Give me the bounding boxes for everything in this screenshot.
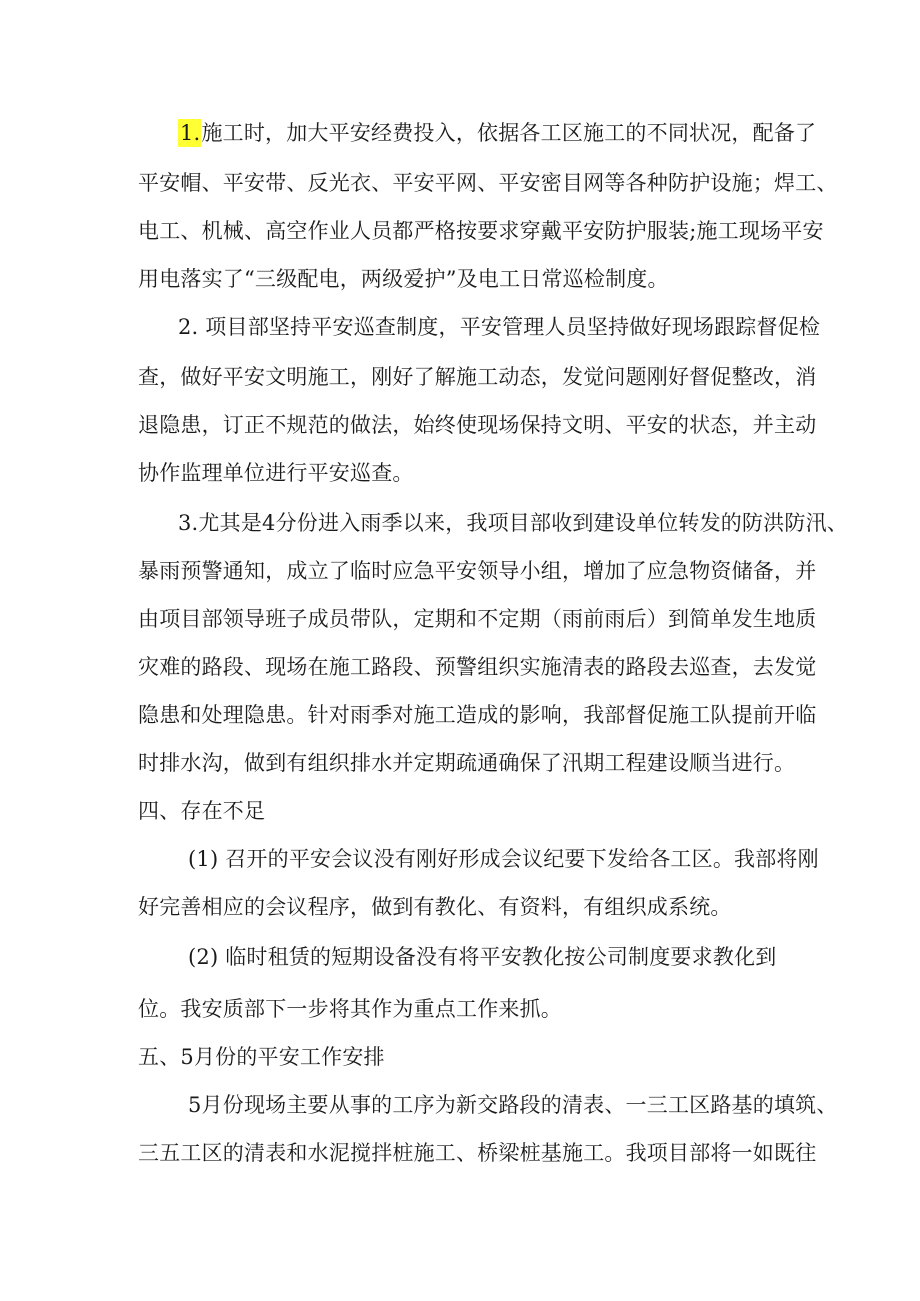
highlighted-number: 1. <box>180 121 201 145</box>
paragraph-1-line-1: 1.施工时，加大平安经费投入，依据各工区施工的不同状况，配备了 <box>180 121 817 145</box>
paragraph-5-line-2: 位。我安质部下一步将其作为重点工作来抓。 <box>138 997 562 1021</box>
paragraph-4-line-2: 好完善相应的会议程序，做到有教化、有资料，有组织成系统。 <box>138 895 732 919</box>
paragraph-3-line-1: 3.尤其是4分份进入雨季以来，我项目部收到建设单位转发的防洪防汛、 <box>178 511 848 535</box>
paragraph-3-line-6: 时排水沟，做到有组织排水并定期疏通确保了汛期工程建设顺当进行。 <box>138 751 796 775</box>
paragraph-3-line-4: 灾难的路段、现场在施工路段、预警组织实施清表的路段去巡查，去发觉 <box>138 655 817 679</box>
paragraph-1-line-3: 电工、机械、高空作业人员都严格按要求穿戴平安防护服装;施工现场平安 <box>138 219 824 243</box>
paragraph-1-line-2: 平安帽、平安带、反光衣、平安平网、平安密目网等各种防护设施；焊工、 <box>138 171 838 195</box>
paragraph-3-line-5: 隐患和处理隐患。针对雨季对施工造成的影响，我部督促施工队提前开临 <box>138 703 817 727</box>
paragraph-1-line-4: 用电落实了“三级配电，两级爱护”及电工日常巡检制度。 <box>138 267 669 291</box>
paragraph-6-line-2: 三五工区的清表和水泥搅拌桩施工、桥梁桩基施工。我项目部将一如既往 <box>138 1141 817 1165</box>
section-heading-4: 四、存在不足 <box>138 799 266 823</box>
paragraph-2-line-4: 协作监理单位进行平安巡查。 <box>138 461 414 485</box>
paragraph-6-line-1: 5月份现场主要从事的工序为新交路段的清表、一三工区路基的填筑、 <box>188 1093 838 1117</box>
paragraph-2-line-3: 退隐患，订正不规范的做法，始终使现场保持文明、平安的状态，并主动 <box>138 413 817 437</box>
paragraph-5-line-1: (2) 临时租赁的短期设备没有将平安教化按公司制度要求教化到 <box>188 945 777 969</box>
section-heading-5: 五、5月份的平安工作安排 <box>138 1045 385 1069</box>
paragraph-2-line-2: 查，做好平安文明施工，刚好了解施工动态，发觉问题刚好督促整改，消 <box>138 365 817 389</box>
paragraph-2-line-1: 2. 项目部坚持平安巡查制度，平安管理人员坚持做好现场跟踪督促检 <box>178 315 821 339</box>
paragraph-4-line-1: (1) 召开的平安会议没有刚好形成会议纪要下发给各工区。我部将刚 <box>188 847 819 871</box>
paragraph-3-line-2: 暴雨预警通知，成立了临时应急平安领导小组，增加了应急物资储备，并 <box>138 559 817 583</box>
paragraph-3-line-3: 由项目部领导班子成员带队，定期和不定期（雨前雨后）到简单发生地质 <box>138 607 817 631</box>
